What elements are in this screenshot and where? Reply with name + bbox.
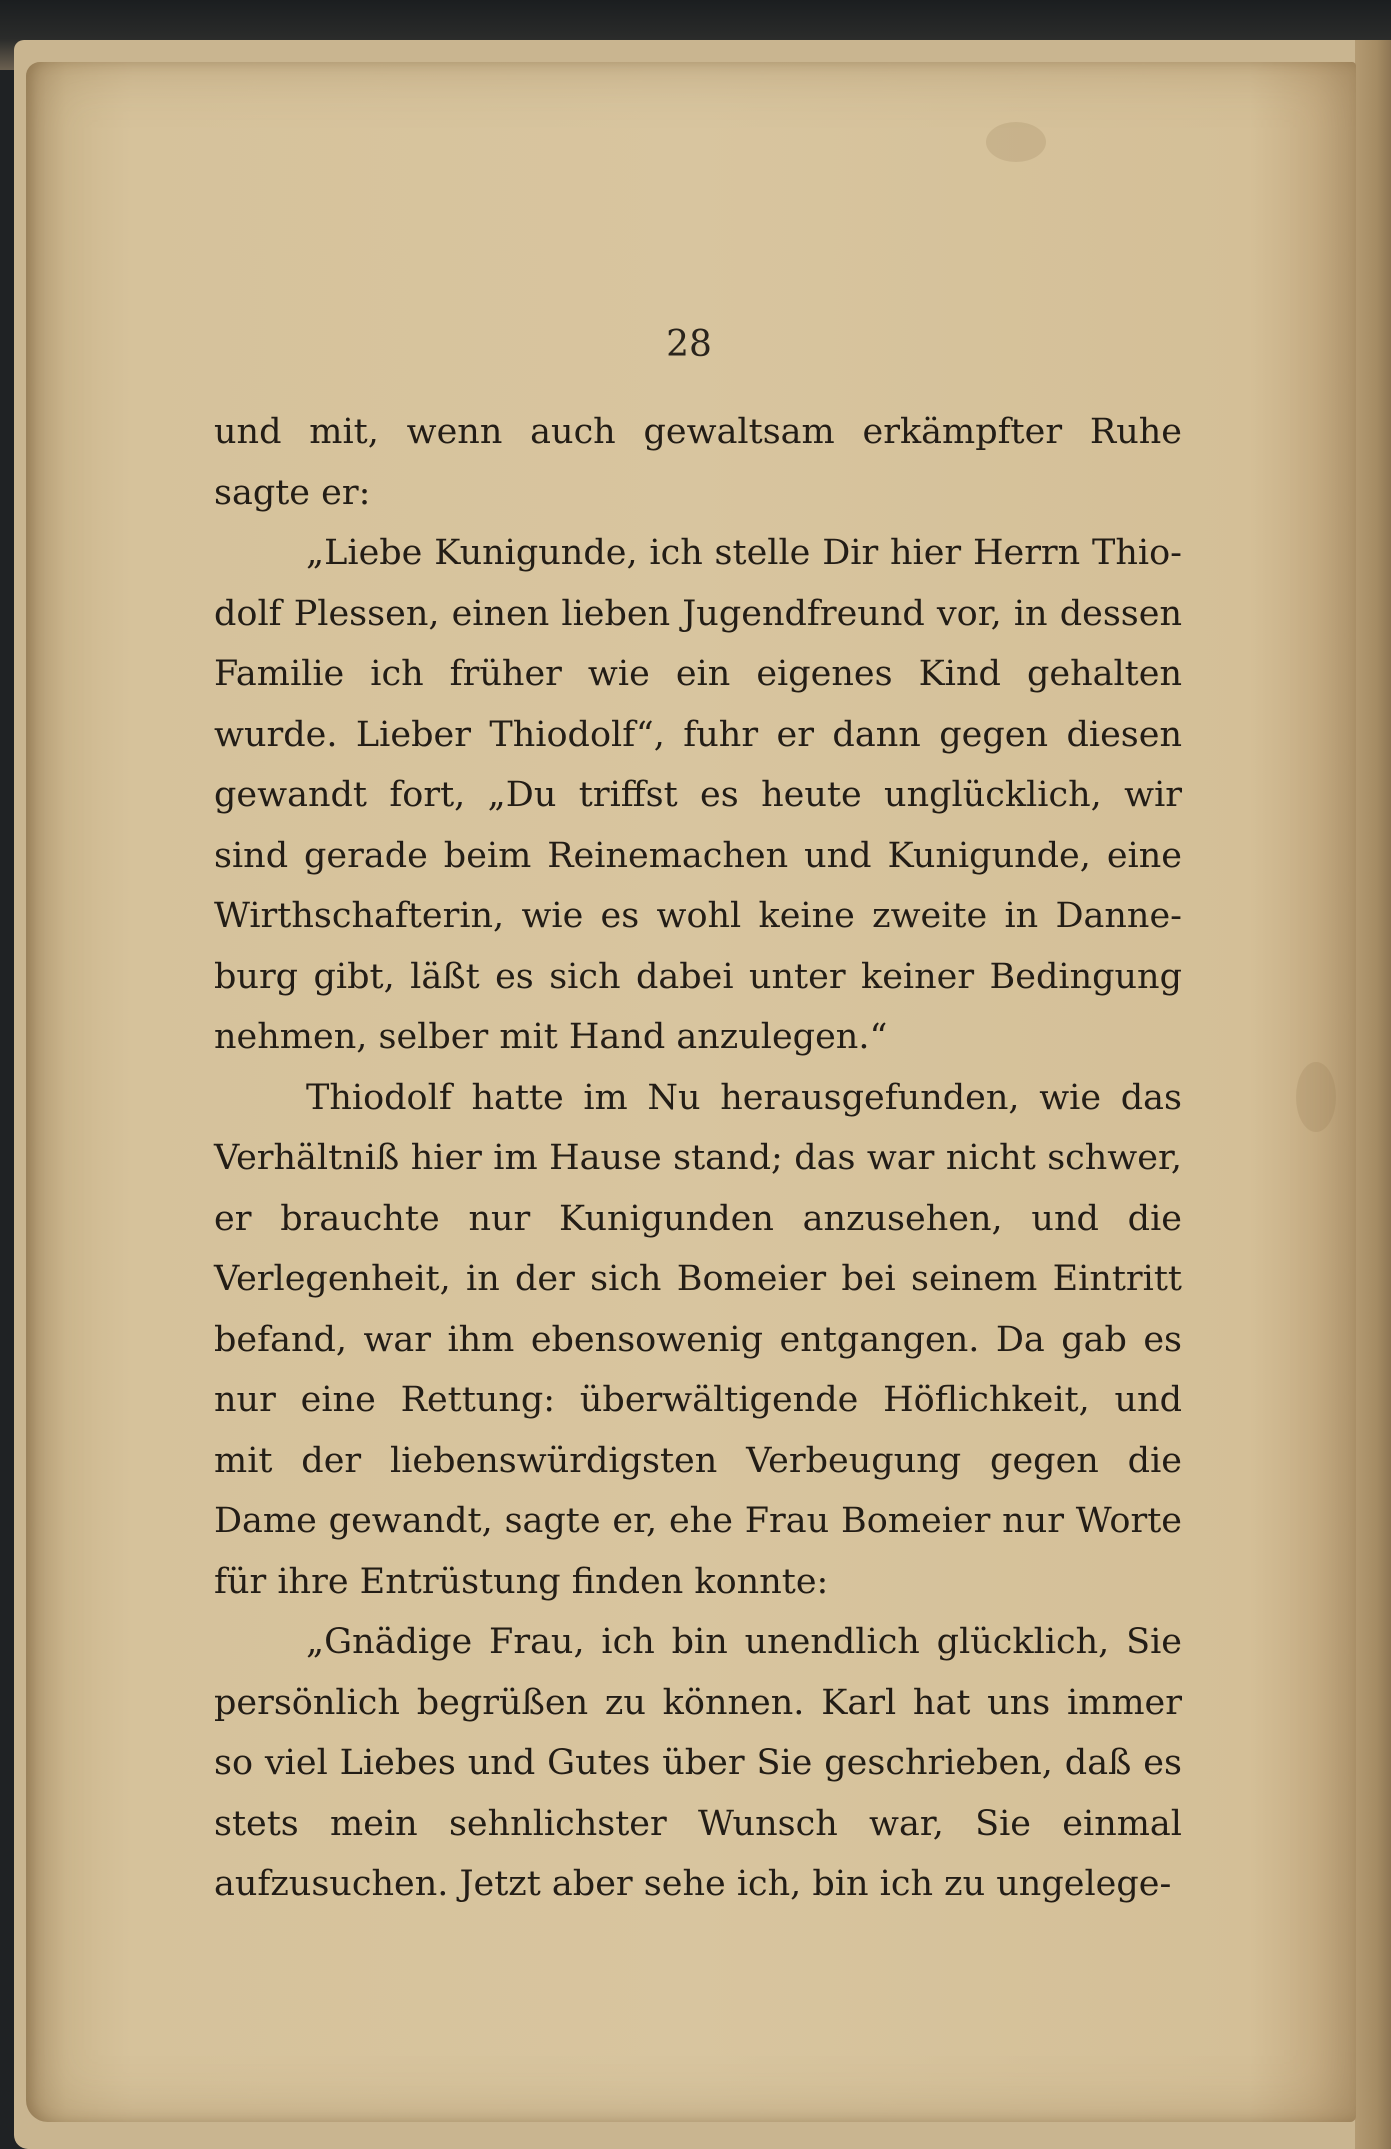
page-stain <box>1296 1062 1336 1132</box>
page-number: 28 <box>666 324 712 365</box>
paragraph: Thiodolf hatte im Nu herausgefunden, wie das Verhältniß hier im Hause stand; das war nicht schwer, er brauchte nur Kunigunden anzusehen, und die Verlegenheit, in der sich Bomeier bei seinem Eintritt befand, war ihm ebensowenig entgangen. Da gab es nur eine Rettung: überwältigende Höflichkeit, und mit der liebenswürdigsten Verbeugung gegen die Dame gewandt, sagte er, ehe Frau Bomeier nur Worte für ihre Entrüstung finden konnte: <box>214 1077 1182 1602</box>
page-stain <box>986 122 1046 162</box>
book-page <box>26 62 1356 2122</box>
paragraph: „Gnädige Frau, ich bin unendlich glücklich, Sie persönlich begrüßen zu können. Karl hat uns immer so viel Liebes und Gutes über Sie geschrieben, daß es stets mein sehnlichster Wunsch war, Sie einmal aufzusuchen. Jetzt aber sehe ich, bin ich zu ungelege- <box>214 1622 1182 1904</box>
paragraph: „Liebe Kunigunde, ich stelle Dir hier Herrn Thio-dolf Plessen, einen lieben Jugendfreund vor, in dessen Familie ich früher wie ein eigenes Kind gehalten wurde. Lieber Thiodolf“, fuhr er dann gegen diesen gewandt fort, „Du triffst es heute unglücklich, wir sind gerade beim Reinemachen und Kunigunde, eine Wirthschafterin, wie es wohl keine zweite in Danne-burg gibt, läßt es sich dabei unter keiner Bedingung nehmen, selber mit Hand anzulegen.“ <box>214 533 1182 1057</box>
paragraph: und mit, wenn auch gewaltsam erkämpfter Ruhe sagte er: <box>214 412 1182 513</box>
body-text <box>214 402 1182 1915</box>
page-edge-right <box>1355 40 1391 2149</box>
